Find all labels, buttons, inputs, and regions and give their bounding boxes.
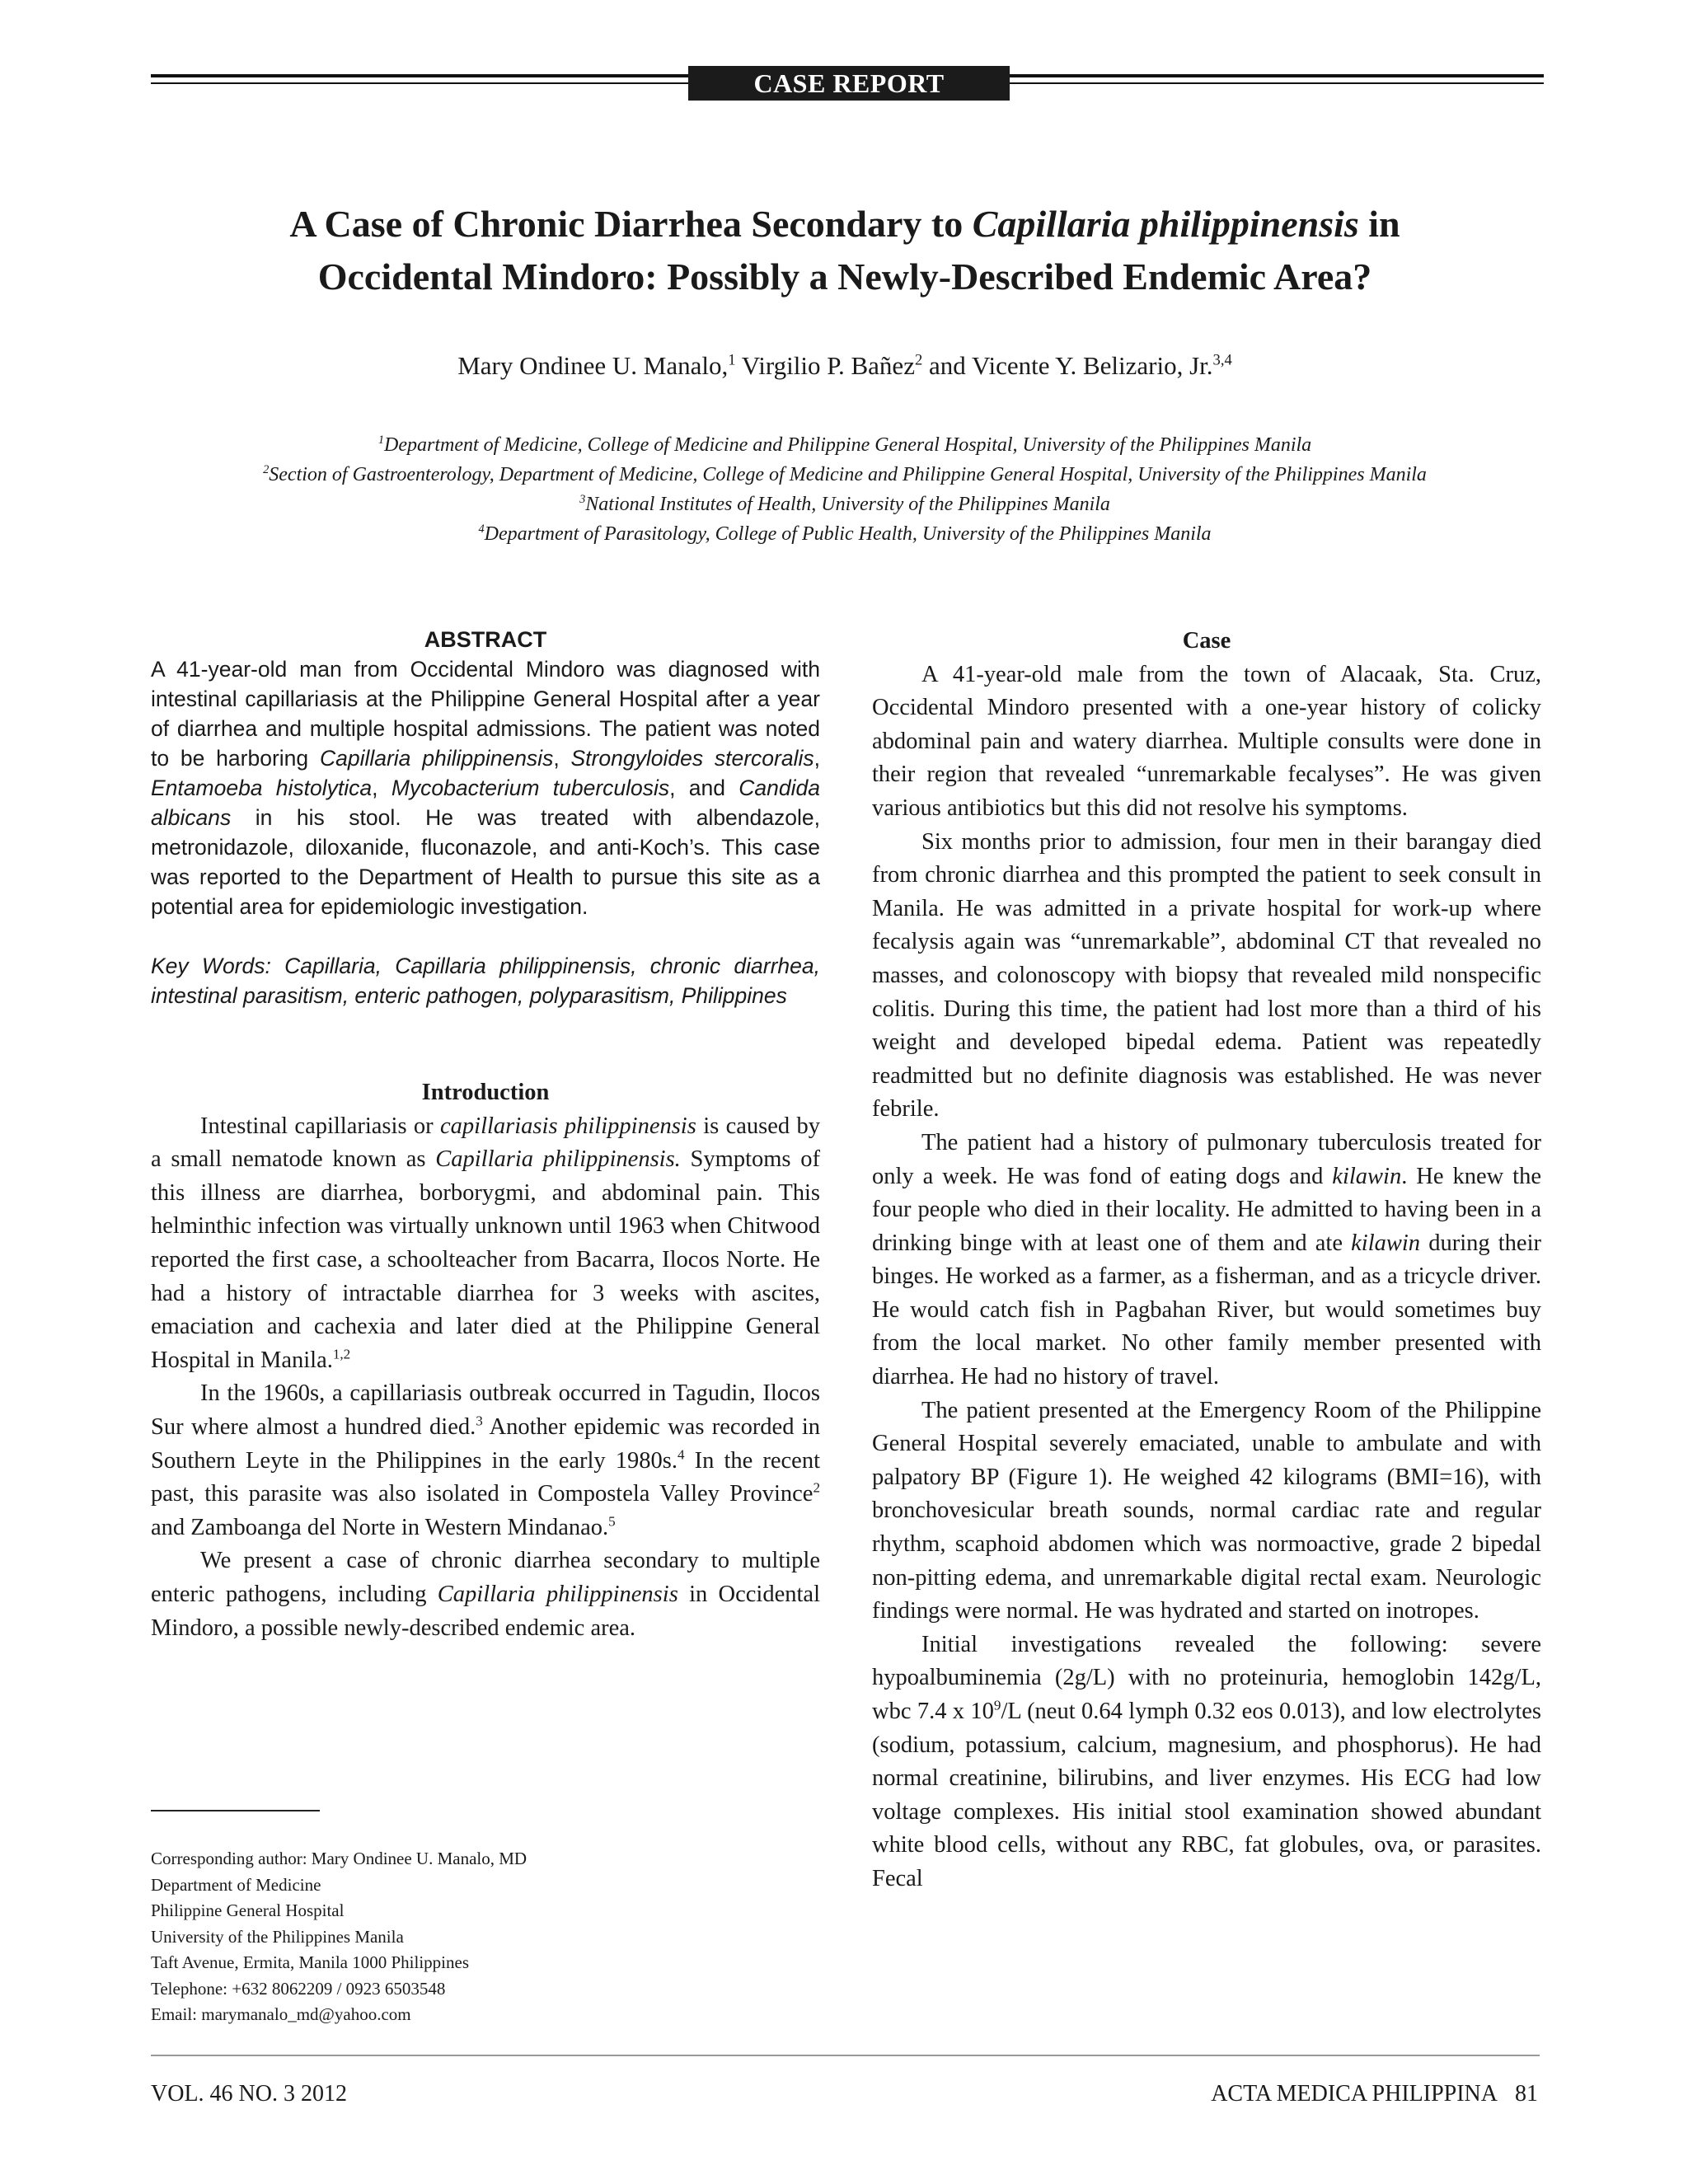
footer-volume: VOL. 46 NO. 3 2012 [151,2081,347,2107]
author-3: and Vicente Y. Belizario, Jr. [922,351,1213,380]
abstract-body: A 41-year-old man from Occidental Mindoro was diagnosed with intestinal capillariasis at the Philippine General Hospital after a year of diarrhea and multiple hospital admissions. The patient was noted to be harboring Capillaria philippinensis, Strongyloides stercoralis, Entamoeba histolytica, Mycobacterium tuberculosis, and Candida albicans in his stool. He was treated with albendazole, metronidazole, diloxanide, fluconazole, and anti-Koch’s. This case was reported to the Department of Health to pursue this site as a potential area for epidemiologic investigation. [151,657,820,919]
case-paragraph-5: Initial investigations revealed the following: severe hypoalbuminemia (2g/L) with no proteinuria, hemoglobin 142g/L, wbc 7.4 x $10^9/L$ (neut 0.64 lymph 0.32 eos 0.013), and low electrolytes (sodium, potassium, calcium, magnesium, and phosphorus). He had normal creatinine, bilirubins, and liver enzymes. His ECG had low voltage complexes. His initial stool examination showed abundant white blood cells, without any RBC, fat globules, ova, or parasites. Fecal [872,1631,1541,1891]
title-line-1: A Case of Chronic Diarrhea Secondary to Capillaria philippinensis in [289,203,1400,245]
affiliation-1: $^1$Department of Medicine, College of Medicine and Philippine General Hospital, University of the Philippines Manila [377,434,1312,456]
introduction-section [151,1076,820,1645]
abstract-block [151,625,820,1010]
intro-paragraph-2: In the 1960s, a capillariasis outbreak occurred in Tagudin, Ilocos Sur where almost a hundred died.$^3$ Another epidemic was recorded in Southern Leyte in the Philippines in the early 1980s.$^4$ In the recent past, this parasite was also isolated in Compostela Valley Province$^2$ and Zamboanga del Norte in Western Mindanao.$^5$ [151,1380,820,1540]
page-number: 81 [1515,2081,1538,2107]
case-paragraph-4: The patient presented at the Emergency Room of the Philippine General Hospital severely emaciated, unable to ambulate and with palpatory BP (Figure 1). He weighed 42 kilograms (BMI=16), with bronchovesicular breath sounds, normal cardiac rate and regular rhythm, scaphoid abdomen which was normoactive, grade 2 bipedal non-pitting edema, and unremarkable digital rectal exam. Neurologic findings were normal. He was hydrated and started on inotropes. [872,1397,1541,1624]
title-italic-species: Capillaria philippinensis [972,203,1359,245]
intro-paragraph-3: We present a case of chronic diarrhea secondary to multiple enteric pathogens, including Capillaria philippinensis in Occidental Mindoro, a possible newly-described endemic area. [151,1548,820,1641]
author-1: Mary Ondinee U. Manalo, [457,351,729,380]
case-heading: Case [1182,628,1231,654]
footnote-rule [151,1810,320,1811]
case-paragraph-2: Six months prior to admission, four men in their barangay died from chronic diarrhea and this prompted the patient to seek consult in Manila. He was admitted in a private hospital for work-up where fecalysis again was “unremarkable”, abdominal CT that revealed no masses, and colonoscopy with biopsy that revealed mild nonspecific colitis. During this time, the patient had lost more than a third of his weight and developed bipedal edema. Patient was repeatedly readmitted but no definite diagnosis was established. He was never febrile. [872,828,1541,1122]
intro-paragraph-1: Intestinal capillariasis or capillariasis philippinensis is caused by a small nematode known as Capillaria philippinensis. Symptoms of this illness are diarrhea, borborygmi, and abdominal pain. This helminthic infection was virtually unknown until 1963 when Chitwood reported the first case, a schoolteacher from Bacarra, Ilocos Norte. He had a history of intractable diarrhea for 3 weeks with ascites, emaciation and cachexia and later died at the Philippine General Hospital in Manila.$^{1,2}$ [151,1113,820,1373]
author-2: Virgilio P. Bañez [735,351,915,380]
section-label: CASE REPORT [688,66,1010,101]
affiliation-3: $^3$National Institutes of Health, University of the Philippines Manila [579,493,1110,515]
keywords: Key Words: Capillaria, Capillaria philippinensis, chronic diarrhea, intestinal parasitism, enteric pathogen, polyparasitism, Philippines [151,954,820,1008]
footer-rule [151,2055,1540,2056]
affiliation-4: $^4$Department of Parasitology, College of Public Health, University of the Philippines Manila [478,523,1212,545]
abstract-heading: ABSTRACT [424,627,547,652]
author-list: Mary Ondinee U. Manalo,$^1$ Virgilio P. Bañez$^2$ and Vicente Y. Belizario, Jr.$^{3,4}$ [457,351,1232,380]
affiliations [148,430,1541,549]
introduction-heading: Introduction [421,1080,550,1105]
affiliation-2: $^2$Section of Gastroenterology, Department of Medicine, College of Medicine and Philippine General Hospital, University of the Philippines Manila [263,463,1427,485]
footer-journal: ACTA MEDICA PHILIPPINA 81 [1211,2081,1538,2107]
case-paragraph-3: The patient had a history of pulmonary tuberculosis treated for only a week. He was fond of eating dogs and kilawin. He knew the four people who died in their locality. He admitted to having been in a drinking binge with at least one of them and ate kilawin during their binges. He worked as a farmer, as a fisherman, and as a tricycle driver. He would catch fish in Pagbahan River, but would sometimes buy from the local market. No other family member presented with diarrhea. He had no history of travel. [872,1129,1541,1390]
case-section [872,625,1541,1896]
case-paragraph-1: A 41-year-old male from the town of Alacaak, Sta. Cruz, Occidental Mindoro presented with a one-year history of colicky abdominal pain and watery diarrhea. Multiple consults were done in their region that revealed “unremarkable fecalyses”. He was given various antibiotics but this did not resolve his symptoms. [872,661,1541,821]
article-title [148,198,1541,303]
corresponding-author-footnote: Corresponding author: Mary Ondinee U. Manalo, MD Department of Medicine Philippine General Hospital University of the Philippines Manila Taft Avenue, Ermita, Manila 1000 Philippines Telephone: +632 8062209 / 0923 6503548 Email: marymanalo_md@yahoo.com [151,1849,528,2024]
title-line-2: Occidental Mindoro: Possibly a Newly-Described Endemic Area? [317,255,1372,298]
